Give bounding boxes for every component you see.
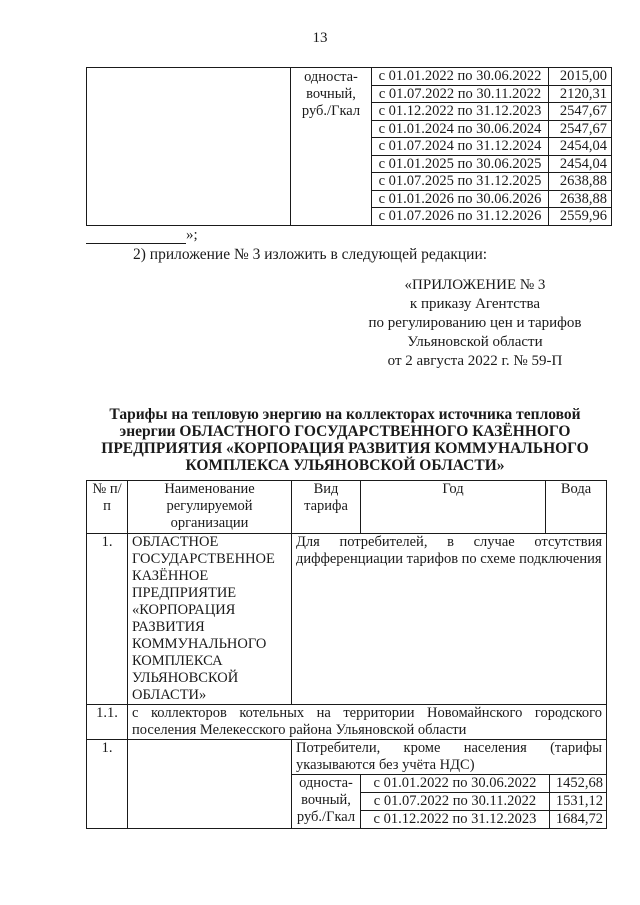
period-cell: с 01.07.2025 по 31.12.2025	[372, 173, 549, 191]
tariff-kind-line: односта-	[299, 775, 353, 791]
period-cell: с 01.07.2022 по 30.11.2022	[372, 85, 549, 103]
header-water: Вода	[546, 481, 607, 534]
tariff-kind-line: вочный,	[306, 86, 356, 102]
value-cell: 1452,68	[549, 775, 606, 793]
tariff-kind-line: вочный,	[301, 792, 351, 808]
header-org: Наименование регулируемой организации	[128, 481, 292, 534]
tariff-kind-line: односта-	[304, 69, 358, 85]
period-cell: с 01.01.2022 по 30.06.2022	[373, 775, 537, 791]
table-header-row	[87, 481, 607, 534]
value-cell: 2454,04	[549, 155, 612, 173]
value-cell: 1531,12	[549, 793, 606, 811]
value-cell: 2559,96	[549, 208, 612, 226]
location-text: с коллекторов котельных на территории Новомайнского городского поселения Мелекесского района Ульяновской области	[128, 705, 607, 740]
title-line: Тарифы на тепловую энергию на коллекторах источника тепловой	[109, 406, 581, 423]
value-cell: 2454,04	[549, 138, 612, 156]
header-num: № п/п	[87, 481, 128, 534]
title-line: КОМПЛЕКСА УЛЬЯНОВСКОЙ ОБЛАСТИ»	[185, 457, 505, 474]
appendix-header	[330, 276, 620, 371]
period-cell: с 01.01.2025 по 30.06.2025	[372, 155, 549, 173]
underline-blank	[86, 229, 186, 244]
tariff-kind-cell	[291, 68, 372, 226]
rates-cell	[361, 775, 607, 829]
period-cell: с 01.01.2022 по 30.06.2022	[372, 68, 549, 86]
header-year: Год	[361, 481, 546, 534]
appendix-line: Ульяновской области	[407, 334, 543, 350]
row-num: 1.	[87, 534, 128, 705]
period-cell: с 01.07.2024 по 31.12.2024	[372, 138, 549, 156]
table-row	[87, 68, 612, 86]
appendix-line: по регулированию цен и тарифов	[368, 315, 582, 331]
value-cell: 2015,00	[549, 68, 612, 86]
header-kind: Вид тарифа	[292, 481, 361, 534]
period-cell: с 01.12.2022 по 31.12.2023	[361, 811, 549, 829]
consumer-category: Потребители, кроме населения (тарифы указываются без учёта НДС)	[292, 740, 607, 775]
consumer-note: Для потребителей, в случае отсутствия дифференциации тарифов по схеме подключения	[292, 534, 607, 705]
row-num: 1.	[87, 740, 128, 829]
period-cell: с 01.01.2026 по 30.06.2026	[372, 190, 549, 208]
period-cell: с 01.07.2026 по 31.12.2026	[372, 208, 549, 226]
appendix-line: от 2 августа 2022 г. № 59-П	[387, 353, 563, 369]
empty-cell	[87, 68, 291, 226]
appendix-line: к приказу Агентства	[409, 296, 541, 312]
continued-tariff-table	[86, 67, 612, 226]
table-row	[87, 705, 607, 740]
document-title	[100, 406, 590, 474]
tariff-kind-line: руб./Гкал	[301, 103, 361, 119]
empty-cell	[128, 740, 292, 829]
rate-row	[361, 793, 606, 811]
title-line: ПРЕДПРИЯТИЯ «КОРПОРАЦИЯ РАЗВИТИЯ КОММУНАЛЬНОГО	[101, 440, 589, 457]
period-cell: с 01.01.2024 по 30.06.2024	[372, 120, 549, 138]
tariff-kind-line: руб./Гкал	[296, 809, 356, 825]
table-row	[87, 740, 607, 775]
value-cell: 2547,67	[549, 103, 612, 121]
period-cell: с 01.07.2022 по 30.11.2022	[361, 793, 549, 811]
appendix-line: «ПРИЛОЖЕНИЕ № 3	[404, 277, 546, 293]
value-cell: 2638,88	[549, 173, 612, 191]
value-cell: 1684,72	[549, 811, 606, 829]
period-cell: с 01.12.2022 по 31.12.2023	[372, 103, 549, 121]
value-cell: 2120,31	[549, 85, 612, 103]
rates-table	[361, 775, 606, 828]
page-number: 13	[312, 30, 328, 46]
closing-quote-line	[86, 227, 198, 244]
row-num: 1.1.	[87, 705, 128, 740]
value-cell: 2638,88	[549, 190, 612, 208]
tariff-kind-cell	[292, 775, 361, 829]
value-cell: 2547,67	[549, 120, 612, 138]
organization-name: ОБЛАСТНОЕ ГОСУДАРСТВЕННОЕ КАЗЁННОЕ ПРЕДПРИЯТИЕ «КОРПОРАЦИЯ РАЗВИТИЯ КОММУНАЛЬНОГО КОМПЛЕКСА УЛЬЯНОВСКОЙ ОБЛАСТИ»	[128, 534, 292, 705]
title-line: энергии ОБЛАСТНОГО ГОСУДАРСТВЕННОГО КАЗЁННОГО	[119, 423, 571, 440]
tariff-table	[86, 480, 607, 829]
rate-row	[361, 811, 606, 829]
table-row	[87, 534, 607, 705]
closing-quote: »;	[186, 227, 198, 243]
rate-row	[361, 775, 606, 793]
amendment-item-text: 2) приложение № 3 изложить в следующей редакции:	[133, 246, 488, 263]
